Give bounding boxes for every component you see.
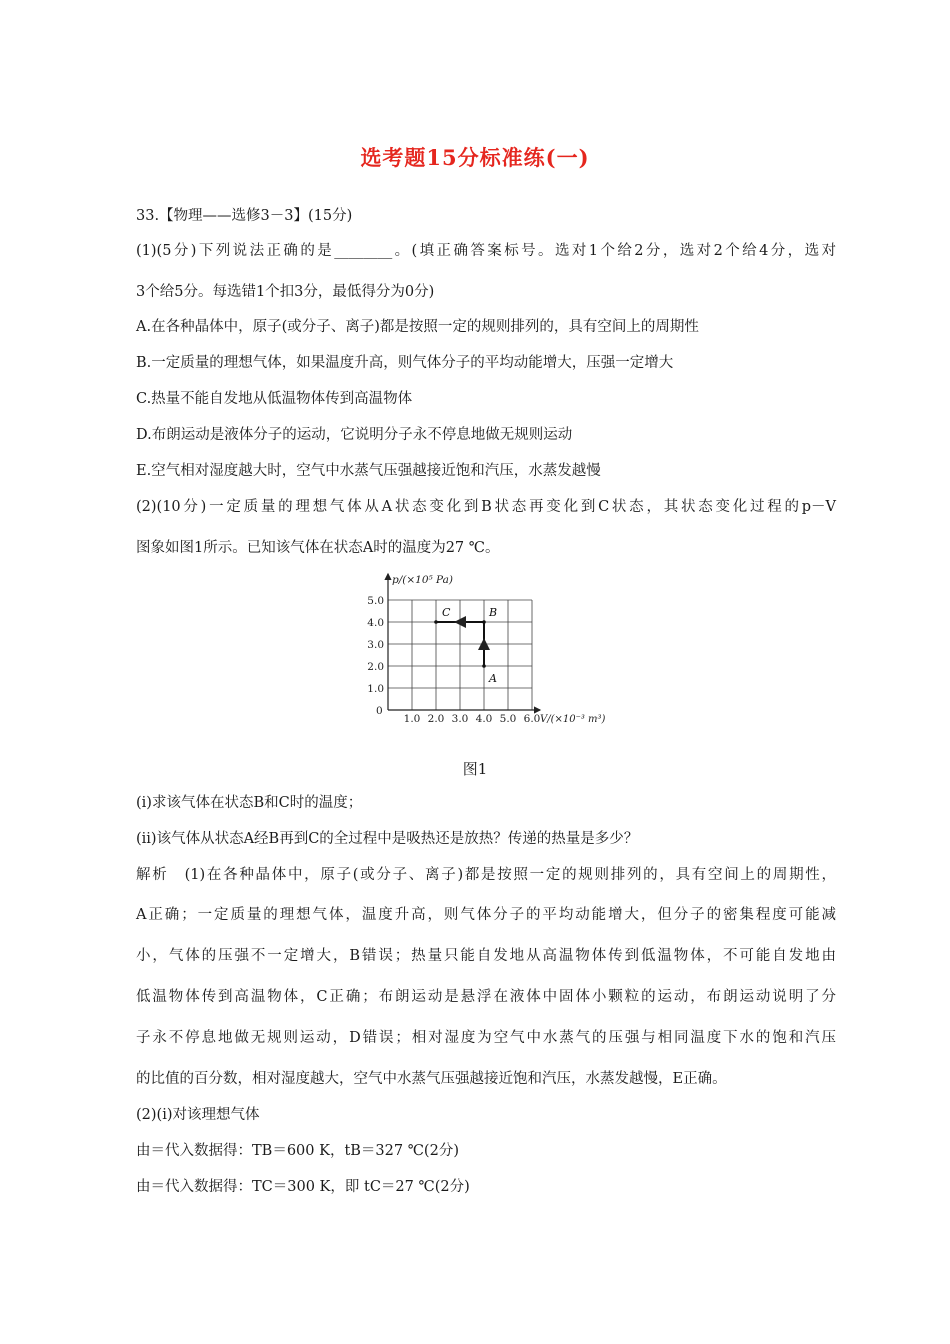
y-tick-label: 5.0	[367, 595, 384, 607]
solution-line-4: 低温物体传到高温物体，C正确；布朗运动是悬浮在液体中固体小颗粒的运动，布朗运动说明了分	[136, 989, 836, 1005]
solution-line-7: (2)(ⅰ)对该理想气体	[136, 1107, 260, 1123]
state-point-A	[482, 664, 486, 668]
option-e: E.空气相对湿度越大时，空气中水蒸气压强越接近饱和汽压，水蒸发越慢	[136, 463, 601, 479]
chart-grid	[388, 600, 532, 710]
pv-diagram	[340, 570, 630, 730]
state-label-C: C	[442, 606, 451, 619]
question-header: 33.【物理——选修3－3】(15分)	[136, 208, 353, 224]
y-tick-label: 2.0	[367, 661, 384, 673]
sub-question-i: (ⅰ)求该气体在状态B和C时的温度；	[136, 795, 363, 811]
solution-line-8: 由＝代入数据得：TB＝600 K，tB＝327 ℃(2分)	[136, 1143, 459, 1159]
x-tick-label: 5.0	[499, 713, 517, 725]
page-title: 选考题15分标准练(一)	[360, 145, 590, 170]
figure-caption: 图1	[462, 760, 488, 778]
pv-chart-svg	[340, 570, 630, 730]
state-point-C	[434, 620, 438, 624]
part2-prompt-line2: 图象如图1所示。已知该气体在状态A时的温度为27 ℃。	[136, 540, 500, 556]
origin-label: 0	[376, 705, 383, 717]
part2-prompt-line1: (2)(10分)一定质量的理想气体从A状态变化到B状态再变化到C状态，其状态变化过程的p－V	[136, 499, 836, 515]
solution-line-6: 的比值的百分数，相对湿度越大，空气中水蒸气压强越接近饱和汽压，水蒸发越慢，E正确。	[136, 1071, 727, 1087]
part1-prompt-line1: (1)(5分)下列说法正确的是________。(填正确答案标号。选对1个给2分，选对2个给4分，选对	[136, 243, 836, 259]
state-point-B	[482, 620, 486, 624]
x-tick-label: 6.0	[523, 713, 541, 725]
option-a: A.在各种晶体中，原子(或分子、离子)都是按照一定的规则排列的，具有空间上的周期性	[136, 319, 699, 335]
y-tick-label: 4.0	[367, 617, 384, 629]
option-b: B.一定质量的理想气体，如果温度升高，则气体分子的平均动能增大，压强一定增大	[136, 355, 674, 371]
part1-prompt-line2: 3个给5分。每选错1个扣3分，最低得分为0分)	[136, 284, 435, 300]
option-d: D.布朗运动是液体分子的运动，它说明分子永不停息地做无规则运动	[136, 427, 573, 443]
x-tick-label: 1.0	[403, 713, 421, 725]
x-tick-label: 3.0	[451, 713, 469, 725]
solution-line-2: A正确；一定质量的理想气体，温度升高，则气体分子的平均动能增大，但分子的密集程度可能减	[136, 907, 836, 923]
y-tick-label: 3.0	[367, 639, 384, 651]
y-axis-label: p/(×10⁵ Pa)	[392, 574, 454, 586]
solution-line-5: 子永不停息地做无规则运动，D错误；相对湿度为空气中水蒸气的压强与相同温度下水的饱和汽压	[136, 1030, 836, 1046]
state-label-A: A	[489, 672, 497, 685]
x-axis-label: V/(×10⁻³ m³)	[540, 714, 606, 725]
solution-line-9: 由＝代入数据得：TC＝300 K，即 tC＝27 ℃(2分)	[136, 1179, 470, 1195]
x-tick-label: 4.0	[475, 713, 493, 725]
x-tick-label: 2.0	[427, 713, 445, 725]
option-c: C.热量不能自发地从低温物体传到高温物体	[136, 391, 413, 407]
solution-line-1: 解析 (1)在各种晶体中，原子(或分子、离子)都是按照一定的规则排列的，具有空间上的周期性，	[136, 867, 836, 883]
solution-line-3: 小，气体的压强不一定增大，B错误；热量只能自发地从高温物体传到低温物体，不可能自发地由	[136, 948, 836, 964]
sub-question-ii: (ⅱ)该气体从状态A经B再到C的全过程中是吸热还是放热？传递的热量是多少？	[136, 831, 639, 847]
state-label-B: B	[489, 606, 498, 619]
y-tick-label: 1.0	[367, 683, 384, 695]
